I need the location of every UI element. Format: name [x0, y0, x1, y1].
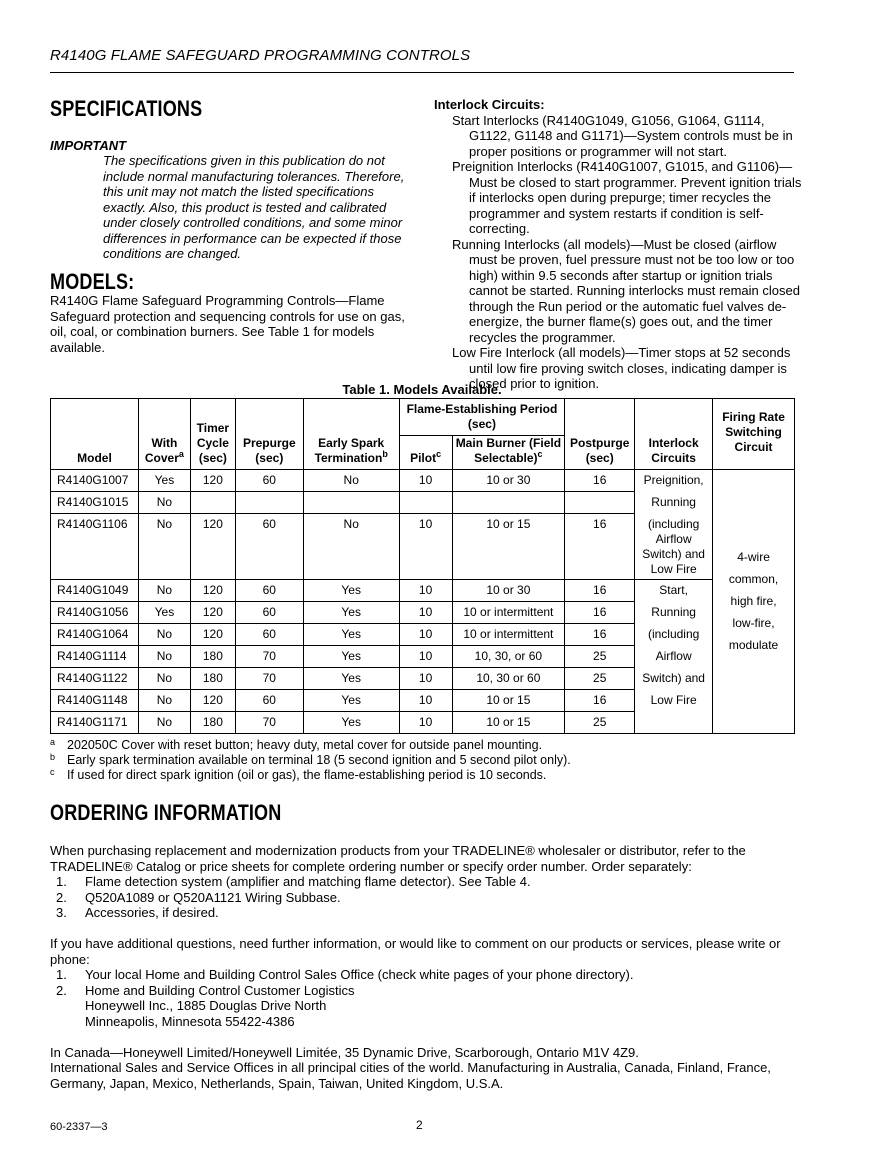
table-caption: Table 1. Models Available. — [342, 382, 502, 397]
specifications-heading: SPECIFICATIONS — [50, 96, 203, 121]
ordering-section — [50, 843, 810, 1091]
ordering-contact-intro: If you have additional questions, need further information, or would like to comment on our products or services, please write or phone: — [50, 936, 781, 967]
running-header: R4140G FLAME SAFEGUARD PROGRAMMING CONTROLS — [50, 47, 471, 64]
header-prepurge: Prepurge (sec) — [235, 399, 303, 470]
list-item: 2. Q520A1089 or Q520A1121 Wiring Subbase. — [56, 889, 341, 905]
header-pilot: Pilot$^c$ — [399, 436, 452, 470]
table-row: R4140G1122 No 180 70 Yes 10 10, 30 or 60 25 Switch) and — [51, 667, 795, 689]
address-line: Honeywell Inc., 1885 Douglas Drive North — [85, 998, 327, 1013]
table-row: R4140G1049 No 120 60 Yes 10 10 or 30 16 Start, — [51, 579, 795, 601]
interlock-group2-line6: Low Fire — [635, 689, 713, 711]
footnote-c: c If used for direct spark ignition (oil or gas), the flame-establishing period is 10 seconds. — [50, 767, 547, 782]
ordering-heading: ORDERING INFORMATION — [50, 800, 282, 825]
interlock-running: Running Interlocks (all models)—Must be closed (airflow must be proven, fuel pressure must not be too low or too high) within 9.5 seconds after startup or ignition trials cannot be started. Running interlocks must remain closed through the Run period or the automatic fuel valves de-energize, the burner flame(s) goes out, and the timer recycles the programmer. — [452, 236, 800, 345]
footnote-b: b Early spark termination available on terminal 18 (5 second ignition and 5 second pilot only). — [50, 752, 571, 767]
models-heading: MODELS: — [50, 269, 135, 294]
international-offices: International Sales and Service Offices in all principal cities of the world. Manufacturing in Australia, Canada, Finland, France, Germany, Japan, Mexico, Netherlands, Spain, Taiwan, United Kingdom, U.S.A. — [50, 1060, 771, 1091]
header-interlock: Interlock Circuits — [635, 399, 713, 470]
important-text: The specifications given in this publication do not include normal manufacturing tolerances. Therefore, this unit may not match the listed specifications exactly. Also, this product is tested and calibrated under closely controlled conditions, and some minor differences in performance can be expected if those conditions are changed. — [103, 153, 405, 261]
table-row: R4140G1148 No 120 60 Yes 10 10 or 15 16 Low Fire — [51, 689, 795, 711]
list-item: 3. Accessories, if desired. — [56, 905, 219, 920]
header-postpurge: Postpurge (sec) — [565, 399, 635, 470]
header-timer-cycle: Timer Cycle (sec) — [190, 399, 235, 470]
interlock-start: Start Interlocks (R4140G1049, G1056, G1064, G1114, G1122, G1148 and G1171)—System controls must be in proper positions or programmer will not start. — [452, 112, 793, 159]
header-with-cover: With Cover$^a$ — [138, 399, 190, 470]
models-text: R4140G Flame Safeguard Programming Controls—Flame Safeguard protection and sequencing controls for use on gas, oil, coal, or combination burners. See Table 1 for models available. — [50, 293, 405, 355]
firing-rate-cell: 4-wire common, high fire, low-fire, modulate — [713, 470, 795, 734]
list-item: 1. Flame detection system (amplifier and matching flame detector). See Table 4. — [56, 874, 531, 889]
interlock-group2-line2: Running — [635, 601, 713, 623]
interlock-group2-line5: Switch) and — [635, 667, 713, 689]
header-firing-rate: Firing Rate Switching Circuit — [713, 399, 795, 470]
table-row: R4140G1106 No 120 60 No 10 10 or 15 16 (including Airflow Switch) and Low Fire — [51, 514, 795, 580]
interlock-group1-line2: Running — [635, 492, 713, 514]
interlock-group2-line3: (including — [635, 623, 713, 645]
list-item: 2. Home and Building Control Customer Logistics — [56, 982, 355, 998]
ordering-intro: When purchasing replacement and modernization products from your TRADELINE® wholesaler or distributor, refer to the TRADELINE® Catalog or price sheets for complete ordering number or specify order number. Order separately: — [50, 843, 746, 874]
interlock-preignition: Preignition Interlocks (R4140G1007, G1015, and G1106)—Must be closed to start programmer. Prevent ignition trials if interlocks open during prepurge; timer recycles the programmer and system restarts if condition is self-correcting. — [452, 159, 802, 236]
interlock-title: Interlock Circuits: — [434, 97, 545, 112]
header-flame-group: Flame-Establishing Period (sec) — [399, 399, 565, 436]
table-row: R4140G1015 No Running — [51, 492, 795, 514]
footnote-a: a 202050C Cover with reset button; heavy duty, metal cover for outside panel mounting. — [50, 737, 543, 752]
table-footnotes — [50, 738, 571, 783]
header-model: Model — [51, 399, 139, 470]
canada-office: In Canada—Honeywell Limited/Honeywell Limitée, 35 Dynamic Drive, Scarborough, Ontario M1V 4Z9. — [50, 1044, 639, 1060]
interlock-group1-line1: Preignition, — [635, 470, 713, 492]
interlock-low-fire: Low Fire Interlock (all models)—Timer stops at 52 seconds until low fire proving switch closes, indicating damper is closed prior to ignition. — [452, 345, 791, 391]
interlock-group1-line3: (including Airflow Switch) and Low Fire — [635, 514, 713, 580]
document-number: 60-2337—3 — [50, 1121, 108, 1133]
interlock-section — [434, 97, 804, 392]
models-table — [50, 398, 795, 734]
page-number: 2 — [416, 1118, 423, 1132]
list-item: 1. Your local Home and Building Control Sales Office (check white pages of your phone directory). — [56, 967, 634, 982]
table-row: R4140G1114 No 180 70 Yes 10 10, 30, or 60 25 Airflow — [51, 645, 795, 667]
table-row: R4140G1056 Yes 120 60 Yes 10 10 or intermittent 16 Running — [51, 601, 795, 623]
header-main-burner: Main Burner (Field Selectable)$^c$ — [452, 436, 565, 470]
interlock-group2-line4: Airflow — [635, 645, 713, 667]
interlock-group2-line1: Start, — [635, 579, 713, 601]
important-label: IMPORTANT — [50, 138, 127, 153]
address-line: Minneapolis, Minnesota 55422-4386 — [85, 1013, 295, 1029]
table-row: R4140G1171 No 180 70 Yes 10 10 or 15 25 — [51, 711, 795, 733]
interlock-group2-end — [635, 711, 713, 733]
header-rule — [50, 72, 794, 73]
table-row: R4140G1007 Yes 120 60 No 10 10 or 30 16 Preignition, 4-wire common, high fire, low-fire, modulate — [51, 470, 795, 492]
table-row: R4140G1064 No 120 60 Yes 10 10 or intermittent 16 (including — [51, 623, 795, 645]
header-early-spark: Early Spark Termination$^b$ — [303, 399, 399, 470]
